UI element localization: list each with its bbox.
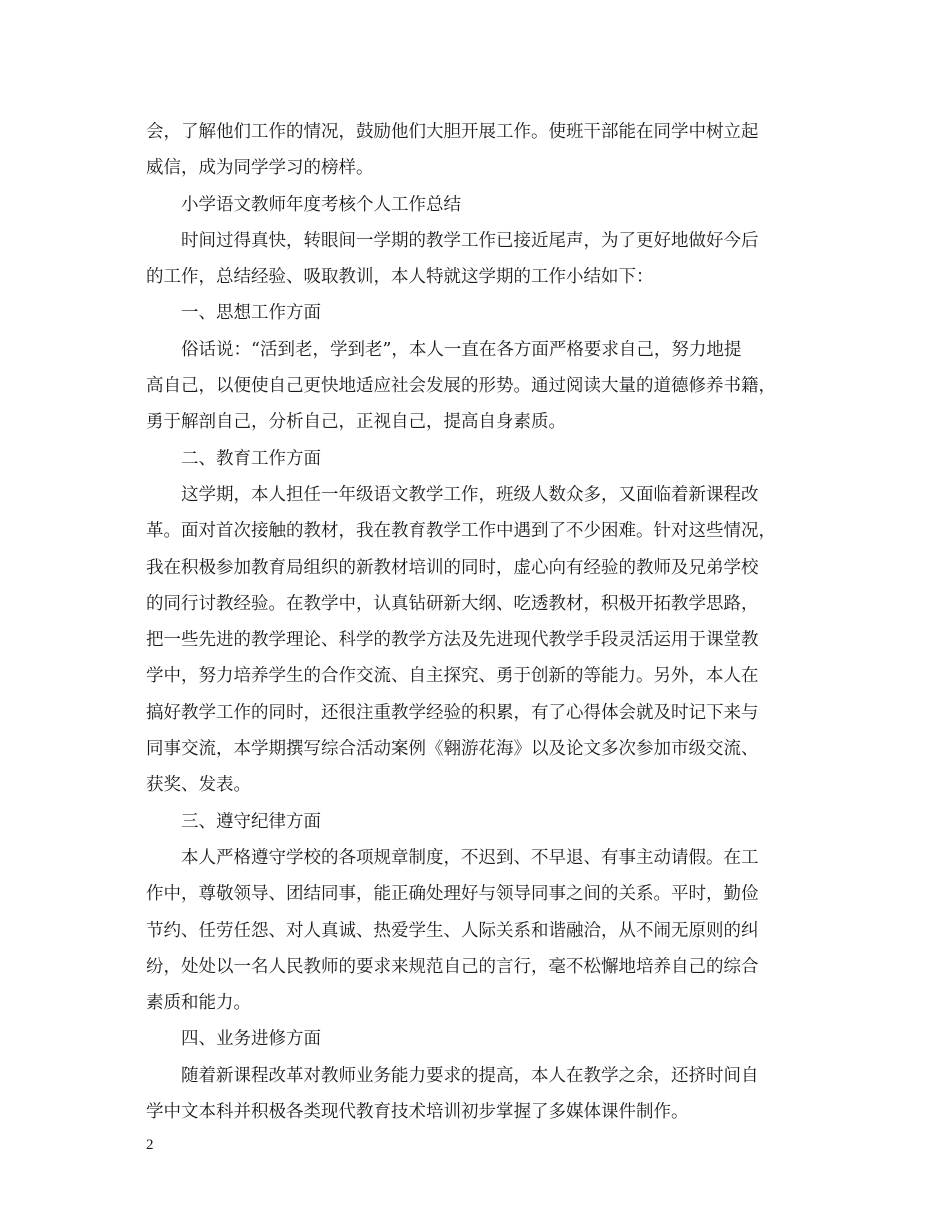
text-line: 勇于解剖自己，分析自己，正视自己，提高自身素质。 xyxy=(146,412,566,433)
text-line: 革。面对首次接触的教材，我在教育教学工作中遇到了不少困难。针对这些情况， xyxy=(146,521,776,542)
text-line: 把一些先进的教学理论、科学的教学方法及先进现代教学手段灵活运用于课堂教 xyxy=(146,630,759,651)
text-line: 获奖、发表。 xyxy=(146,775,251,796)
text-line: 威信，成为同学学习的榜样。 xyxy=(146,158,374,179)
text-line: 学中，努力培养学生的合作交流、自主探究、勇于创新的等能力。另外，本人在 xyxy=(146,666,759,687)
text-line: 同事交流，本学期撰写综合活动案例《翱游花海》以及论文多次参加市级交流、 xyxy=(146,739,759,760)
document-body xyxy=(146,114,806,1130)
text-line: 素质和能力。 xyxy=(146,993,251,1014)
text-line: 作中，尊敬领导、团结同事，能正确处理好与领导同事之间的关系。平时，勤俭 xyxy=(146,884,759,905)
text-line: 高自己，以便使自己更快地适应社会发展的形势。通过阅读大量的道德修养书籍， xyxy=(146,376,776,397)
text-line: 随着新课程改革对教师业务能力要求的提高，本人在教学之余，还挤时间自 xyxy=(181,1065,759,1086)
text-line: 一、思想工作方面 xyxy=(181,303,321,324)
text-line: 节约、任劳任怨、对人真诚、热爱学生、人际关系和谐融洽，从不闹无原则的纠 xyxy=(146,920,759,941)
text-line: 会，了解他们工作的情况，鼓励他们大胆开展工作。使班干部能在同学中树立起 xyxy=(146,122,759,142)
text-line: 的工作，总结经验、吸取教训，本人特就这学期的工作小结如下： xyxy=(146,267,654,288)
text-line: 时间过得真快，转眼间一学期的教学工作已接近尾声，为了更好地做好今后 xyxy=(181,230,759,251)
text-line: 这学期，本人担任一年级语文教学工作，班级人数众多，又面临着新课程改 xyxy=(181,484,759,505)
text-line: 我在积极参加教育局组织的新教材培训的同时，虚心向有经验的教师及兄弟学校 xyxy=(146,557,759,578)
text-line: 四、业务进修方面 xyxy=(181,1029,321,1050)
text-line: 小学语文教师年度考核个人工作总结 xyxy=(181,194,461,215)
text-line: 的同行讨教经验。在教学中，认真钻研新大纲、吃透教材，积极开拓教学思路， xyxy=(146,593,759,614)
text-line: 二、教育工作方面 xyxy=(181,448,321,469)
text-line: 俗话说：“活到老，学到老”，本人一直在各方面严格要求自己，努力地提 xyxy=(181,339,742,360)
text-line: 学中文本科并积极各类现代教育技术培训初步掌握了多媒体课件制作。 xyxy=(146,1102,689,1123)
text-line: 搞好教学工作的同时，还很注重教学经验的积累，有了心得体会就及时记下来与 xyxy=(146,702,759,723)
text-line: 纷，处处以一名人民教师的要求来规范自己的言行，毫不松懈地培养自己的综合 xyxy=(146,956,759,977)
text-line: 本人严格遵守学校的各项规章制度，不迟到、不早退、有事主动请假。在工 xyxy=(181,847,759,868)
text-line: 三、遵守纪律方面 xyxy=(181,811,321,832)
page-number: 2 xyxy=(146,1137,154,1153)
